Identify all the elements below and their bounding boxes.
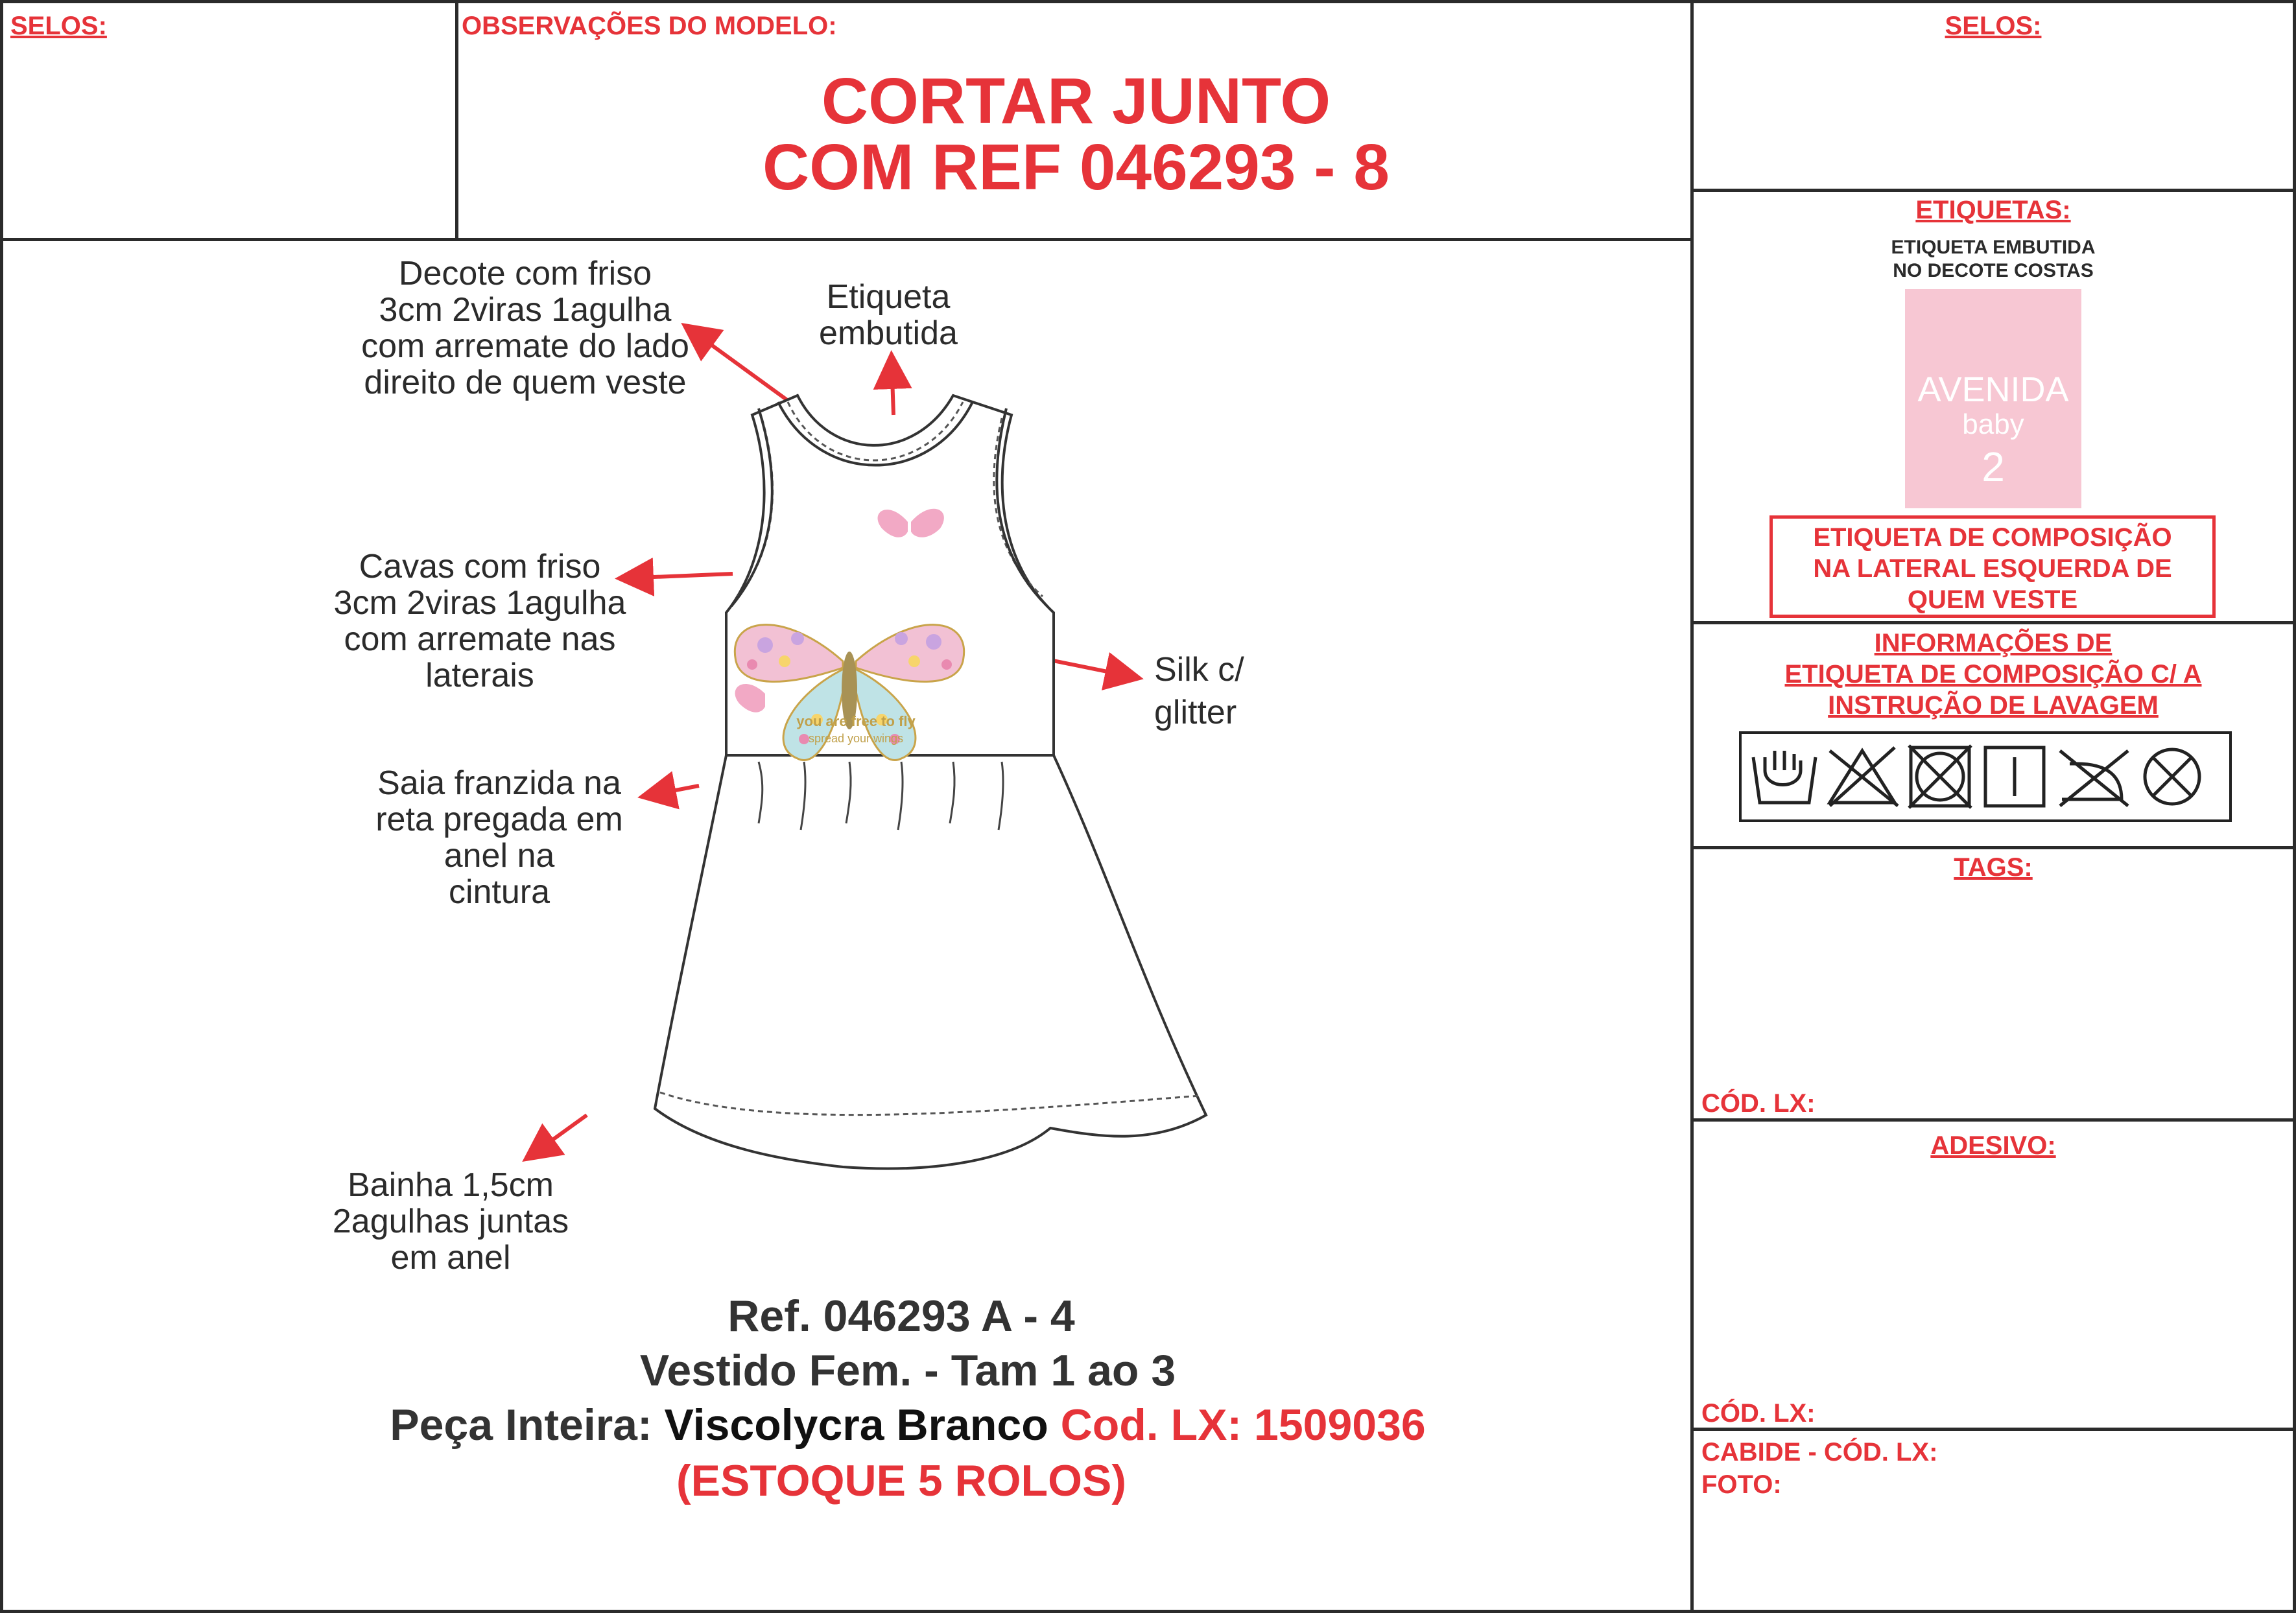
annotation-decote-line: 3cm 2viras 1agulha <box>379 291 672 329</box>
brand-label-size: 2 <box>1982 443 2005 490</box>
observacoes-line-1: CORTAR JUNTO <box>821 65 1331 137</box>
sidebar-adesivo-label: ADESIVO: <box>1930 1131 2056 1160</box>
observacoes-line-2: COM REF 046293 - 8 <box>762 131 1390 204</box>
annotation-saia-line: cintura <box>448 873 550 911</box>
annotation-saia-line: anel na <box>444 837 555 875</box>
product-ref: Ref. 046293 A - 4 <box>728 1291 1075 1341</box>
etiqueta-embutida-text-1: ETIQUETA EMBUTIDA <box>1891 237 2096 258</box>
sidebar-section-adesivo <box>1690 1118 2296 1431</box>
fabric-code: Cod. LX: 1509036 <box>1060 1400 1426 1450</box>
annotation-saia-line: reta pregada em <box>375 801 623 838</box>
annotation-bainha-line: em anel <box>390 1239 511 1277</box>
etiqueta-embutida-text-2: NO DECOTE COSTAS <box>1893 260 2094 281</box>
care-symbols <box>1739 731 2232 822</box>
brand-label-sample <box>1905 289 2081 508</box>
annotation-silk-line: Silk c/ <box>1154 651 1244 689</box>
annotation-silk-line: glitter <box>1154 694 1237 731</box>
annotation-decote-line: direito de quem veste <box>364 364 687 401</box>
selos-left-label: SELOS: <box>10 12 107 40</box>
product-desc: Vestido Fem. - Tam 1 ao 3 <box>639 1346 1176 1395</box>
product-fabric-line <box>65 1398 1751 1452</box>
fabric-name: Viscolycra Branco <box>664 1400 1061 1450</box>
annotation-decote-line: com arremate do lado <box>361 327 689 365</box>
composicao-line-3: QUEM VESTE <box>1907 585 2078 614</box>
cod-lx-adesivo: CÓD. LX: <box>1701 1399 1816 1428</box>
print-text-1: you are free to fly <box>796 713 916 729</box>
annotation-bainha-line: Bainha 1,5cm <box>348 1166 554 1204</box>
sidebar-section-tags <box>1690 846 2296 1122</box>
no-tumble-dry-icon <box>1909 746 1971 808</box>
annotation-etiqueta-line: Etiqueta <box>826 278 951 316</box>
foto-label: FOTO: <box>1701 1470 1782 1499</box>
info-line-2: ETIQUETA DE COMPOSIÇÃO C/ A <box>1784 660 2202 689</box>
composicao-line-1: ETIQUETA DE COMPOSIÇÃO <box>1813 523 2172 552</box>
annotation-cavas-line: laterais <box>425 657 534 694</box>
peca-label: Peça Inteira: <box>390 1400 665 1450</box>
annotation-etiqueta-line: embutida <box>819 314 958 352</box>
product-estoque: (ESTOQUE 5 ROLOS) <box>676 1456 1126 1505</box>
brand-label-sub: baby <box>1962 408 2024 440</box>
annotation-saia-line: Saia franzida na <box>377 764 621 802</box>
print-text-2: spread your wings <box>808 732 904 745</box>
brand-label-name: AVENIDA <box>1917 370 2069 409</box>
sidebar-selos-label: SELOS: <box>1945 12 2042 40</box>
cod-lx-tags: CÓD. LX: <box>1701 1089 1816 1118</box>
info-line-3: INSTRUÇÃO DE LAVAGEM <box>1828 691 2159 720</box>
annotation-bainha-line: 2agulhas juntas <box>332 1203 569 1240</box>
annotation-decote-line: Decote com friso <box>398 255 652 292</box>
info-line-1: INFORMAÇÕES DE <box>1874 629 2113 657</box>
sidebar-etiquetas-label: ETIQUETAS: <box>1915 196 2071 224</box>
composicao-line-2: NA LATERAL ESQUERDA DE <box>1813 554 2172 583</box>
dress-illustration <box>571 383 1232 1180</box>
annotation-cavas-line: 3cm 2viras 1agulha <box>333 584 626 622</box>
sidebar-tags-label: TAGS: <box>1954 853 2033 882</box>
annotation-cavas-line: Cavas com friso <box>359 548 601 585</box>
annotation-cavas-line: com arremate nas <box>344 620 616 658</box>
observacoes-label: OBSERVAÇÕES DO MODELO: <box>462 12 837 40</box>
cabide-label: CABIDE - CÓD. LX: <box>1701 1438 1938 1466</box>
